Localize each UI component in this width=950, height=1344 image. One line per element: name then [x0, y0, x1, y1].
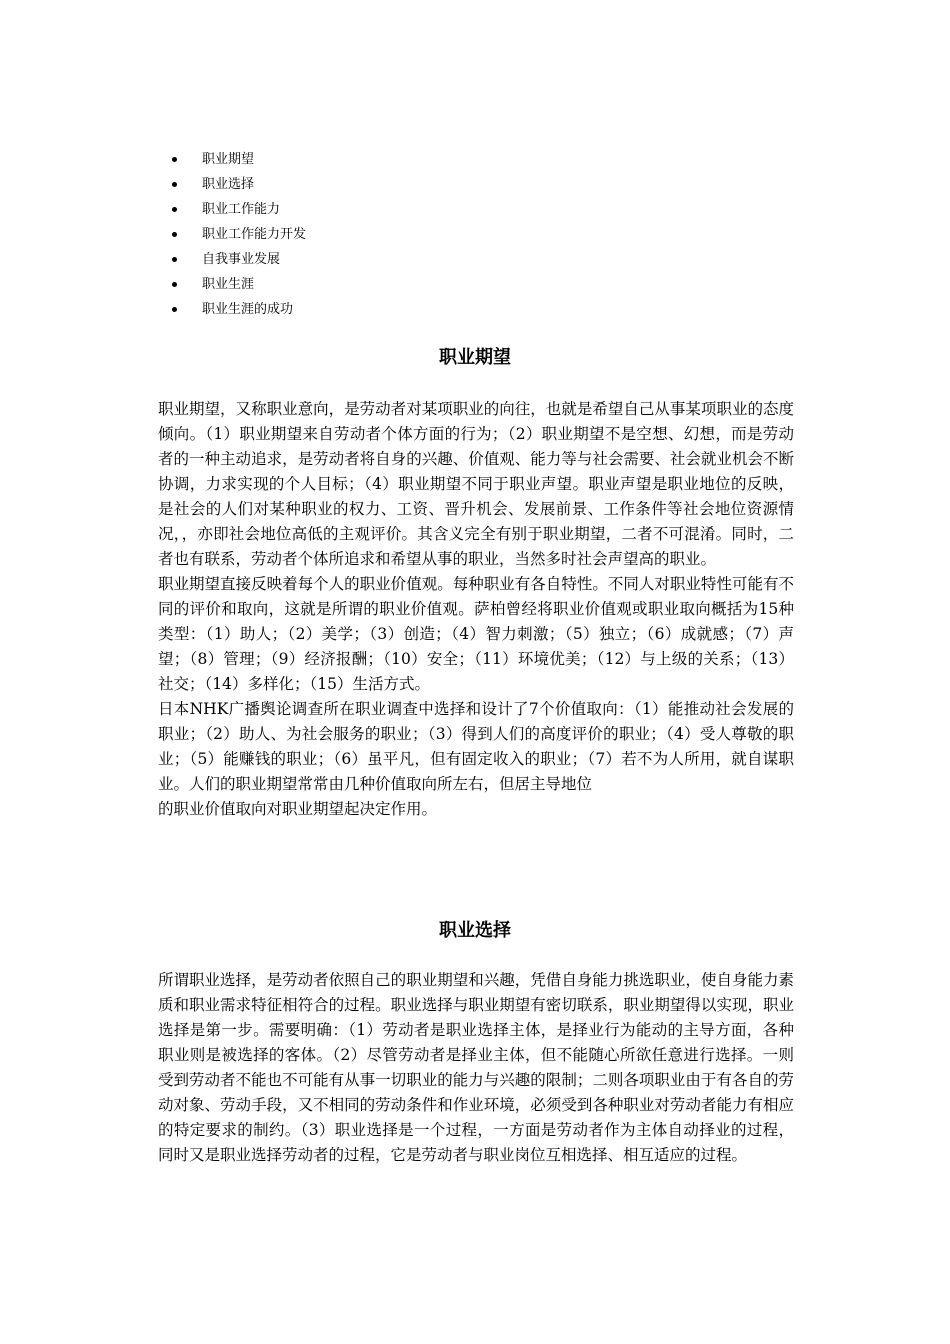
bullet-icon	[172, 157, 177, 162]
toc-item[interactable]	[0, 247, 306, 272]
bullet-icon	[172, 182, 177, 187]
toc-item-label[interactable]: 自我事业发展	[202, 252, 281, 267]
bullet-icon	[172, 307, 177, 312]
bullet-icon	[172, 282, 177, 287]
paragraph: 职业期望直接反映着每个人的职业价值观。每种职业有各自特性。不同人对职业特性可能有不同的评价和取向，这就是所谓的职业价值观。萨柏曾经将职业价值观或职业取向概括为15种类型：（1）助人；（2）美学；（3）创造；（4）智力刺激；（5）独立；（6）成就感；（7）声望；（8）管理；（9）经济报酬；（10）安全；（11）环境优美；（12）与上级的关系；（13）社交；（14）多样化；（15）生活方式。	[158, 575, 794, 693]
section-heading-career-choice: 职业选择	[439, 920, 511, 941]
toc-item[interactable]	[0, 297, 306, 322]
toc-item[interactable]	[0, 272, 306, 297]
section-career-expectation	[158, 397, 794, 822]
toc-item[interactable]	[0, 147, 306, 172]
toc-item[interactable]	[0, 197, 306, 222]
toc-item-label[interactable]: 职业期望	[202, 152, 255, 167]
table-of-contents	[0, 147, 306, 322]
paragraph: 日本NHK广播舆论调查所在职业调查中选择和设计了7个价值取向：（1）能推动社会发展的职业；（2）助人、为社会服务的职业；（3）得到人们的高度评价的职业；（4）受人尊敬的职业；（5）能赚钱的职业；（6）虽平凡，但有固定收入的职业；（7）若不为人所用，就自谋职业。人们的职业期望常常由几种价值取向所左右，但居主导地位	[158, 700, 794, 793]
toc-item[interactable]	[0, 222, 306, 247]
toc-item-label[interactable]: 职业生涯	[202, 277, 255, 292]
bullet-icon	[172, 257, 177, 262]
section-heading-career-expectation: 职业期望	[439, 347, 511, 368]
paragraph: 职业期望，又称职业意向，是劳动者对某项职业的向往，也就是希望自己从事某项职业的态度倾向。（1）职业期望来自劳动者个体方面的行为；（2）职业期望不是空想、幻想，而是劳动者的一种主动追求，是劳动者将自身的兴趣、价值观、能力等与社会需要、社会就业机会不断协调，力求实现的个人目标；（4）职业期望不同于职业声望。职业声望是职业地位的反映，是社会的人们对某种职业的权力、工资、晋升机会、发展前景、工作条件等社会地位资源情况，，亦即社会地位高低的主观评价。其含义完全有别于职业期望，二者不可混淆。同时，二者也有联系，劳动者个体所追求和希望从事的职业，当然多时社会声望高的职业。	[158, 400, 794, 568]
bullet-icon	[172, 207, 177, 212]
paragraph: 的职业价值取向对职业期望起决定作用。	[158, 800, 438, 818]
toc-item-label[interactable]: 职业工作能力开发	[202, 227, 307, 242]
toc-item-label[interactable]: 职业工作能力	[202, 202, 281, 217]
toc-item-label[interactable]: 职业生涯的成功	[202, 302, 294, 317]
toc-item-label[interactable]: 职业选择	[202, 177, 255, 192]
toc-item[interactable]	[0, 172, 306, 197]
section-career-choice	[158, 968, 794, 1168]
bullet-icon	[172, 232, 177, 237]
paragraph: 所谓职业选择，是劳动者依照自己的职业期望和兴趣，凭借自身能力挑选职业，使自身能力素质和职业需求特征相符合的过程。职业选择与职业期望有密切联系，职业期望得以实现，职业选择是第一步。需要明确：（1）劳动者是职业选择主体，是择业行为能动的主导方面，各种职业则是被选择的客体。（2）尽管劳动者是择业主体，但不能随心所欲任意进行选择。一则受到劳动者不能也不可能有从事一切职业的能力与兴趣的限制；二则各项职业由于有各自的劳动对象、劳动手段，又不相同的劳动条件和作业环境，必须受到各种职业对劳动者能力有相应的特定要求的制约。（3）职业选择是一个过程，一方面是劳动者作为主体自动择业的过程，同时又是职业选择劳动者的过程，它是劳动者与职业岗位互相选择、相互适应的过程。	[158, 971, 794, 1164]
